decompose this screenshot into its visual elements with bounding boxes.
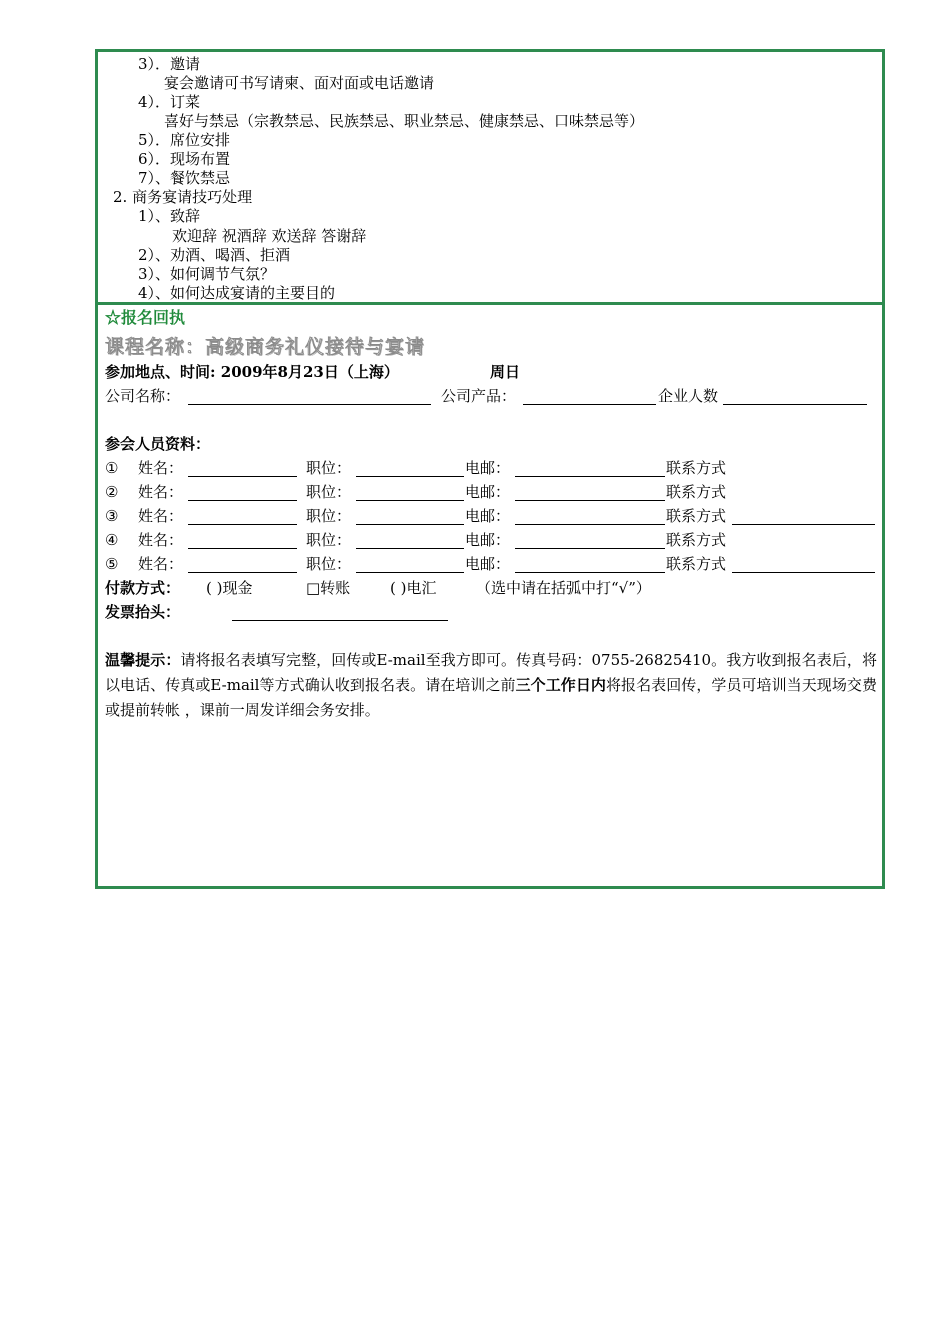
agenda-s2-item-2: 2）、劝酒、喝酒、拒酒 [138, 246, 291, 264]
row-number: ⑤ [105, 555, 119, 573]
position-label: 职位： [306, 507, 352, 525]
agenda-item-3-detail: 宴会邀请可书写请柬、面对面或电话邀请 [164, 74, 435, 92]
agenda-s2-item-1-detail: 欢迎辞 祝酒辞 欢送辞 答谢辞 [172, 227, 367, 245]
tip-label: 温馨提示： [105, 651, 181, 669]
email-label: 电邮： [465, 531, 511, 549]
name-field[interactable] [188, 500, 297, 501]
name-field[interactable] [188, 548, 297, 549]
payment-note: （选中请在括弧中打“√”） [476, 579, 651, 597]
invoice-field[interactable] [232, 620, 448, 621]
company-name-field[interactable] [188, 404, 431, 405]
name-label: 姓名： [138, 507, 184, 525]
contact-label: 联系方式 [666, 531, 727, 549]
headcount-field[interactable] [723, 404, 867, 405]
payment-wire-option[interactable]: ( )电汇 [390, 579, 437, 597]
agenda-item-6: 6）．现场布置 [138, 150, 231, 168]
agenda-section-2: 2. 商务宴请技巧处理 [113, 188, 253, 206]
name-field[interactable] [188, 524, 297, 525]
agenda-item-4-detail: 喜好与禁忌（宗教禁忌、民族禁忌、职业禁忌、健康禁忌、口味禁忌等） [164, 112, 645, 130]
payment-label: 付款方式： [105, 579, 181, 597]
row-number: ③ [105, 507, 119, 525]
contact-label: 联系方式 [666, 459, 727, 477]
position-field[interactable] [356, 572, 464, 573]
row-number: ④ [105, 531, 119, 549]
company-product-field[interactable] [523, 404, 656, 405]
position-field[interactable] [356, 476, 464, 477]
position-label: 职位： [306, 555, 352, 573]
email-field[interactable] [515, 524, 665, 525]
headcount-label: 企业人数 [658, 387, 719, 405]
location-time: 参加地点、时间: 2009年8月23日（上海） [105, 363, 399, 381]
name-label: 姓名： [138, 531, 184, 549]
payment-transfer-option[interactable]: □转账 [306, 579, 351, 597]
course-title: 课程名称：高级商务礼仪接待与宴请 [105, 336, 426, 358]
agenda-item-7: 7）、餐饮禁忌 [138, 169, 231, 187]
tip-text-2: 将报名表回传，学员可培训当天现场交费或提前转帐 ，课前一周发详细会务安排。 [105, 676, 877, 719]
tip-text-1: 请将报名表填写完整，回传或E-mail至我方即可。传真号码：0755-26825410。我方收到报名表后，将以电话、传真或E-mail等方式确认收到报名表。请在培训之前 [105, 651, 877, 694]
tip-bold: 三个工作日内 [515, 676, 606, 694]
position-field[interactable] [356, 524, 464, 525]
company-name-label: 公司名称： [105, 387, 181, 405]
position-label: 职位： [306, 531, 352, 549]
agenda-item-5: 5）．席位安排 [138, 131, 231, 149]
position-label: 职位： [306, 459, 352, 477]
name-field[interactable] [188, 476, 297, 477]
email-label: 电邮： [465, 555, 511, 573]
form-header: ☆报名回执 [105, 308, 186, 327]
contact-field[interactable] [732, 524, 875, 525]
contact-label: 联系方式 [666, 555, 727, 573]
position-field[interactable] [356, 548, 464, 549]
attendees-label: 参会人员资料： [105, 435, 211, 453]
contact-label: 联系方式 [666, 483, 727, 501]
position-label: 职位： [306, 483, 352, 501]
agenda-s2-item-4: 4）、如何达成宴请的主要目的 [138, 284, 336, 302]
company-product-label: 公司产品： [441, 387, 517, 405]
name-label: 姓名： [138, 555, 184, 573]
agenda-s2-item-3: 3）、如何调节气氛？ [138, 265, 276, 283]
row-number: ① [105, 459, 119, 477]
name-label: 姓名： [138, 459, 184, 477]
email-field[interactable] [515, 500, 665, 501]
agenda-item-4: 4）．订菜 [138, 93, 201, 111]
contact-field[interactable] [732, 572, 875, 573]
name-label: 姓名： [138, 483, 184, 501]
contact-label: 联系方式 [666, 507, 727, 525]
invoice-label: 发票抬头： [105, 603, 181, 621]
email-field[interactable] [515, 572, 665, 573]
email-label: 电邮： [465, 483, 511, 501]
agenda-s2-item-1: 1）、致辞 [138, 207, 201, 225]
tip-paragraph [105, 648, 877, 723]
row-number: ② [105, 483, 119, 501]
name-field[interactable] [188, 572, 297, 573]
payment-cash-option[interactable]: ( )现金 [206, 579, 253, 597]
email-field[interactable] [515, 476, 665, 477]
email-field[interactable] [515, 548, 665, 549]
email-label: 电邮： [465, 459, 511, 477]
agenda-item-3: 3）．邀请 [138, 55, 201, 73]
weekday: 周日 [490, 363, 521, 381]
position-field[interactable] [356, 500, 464, 501]
email-label: 电邮： [465, 507, 511, 525]
